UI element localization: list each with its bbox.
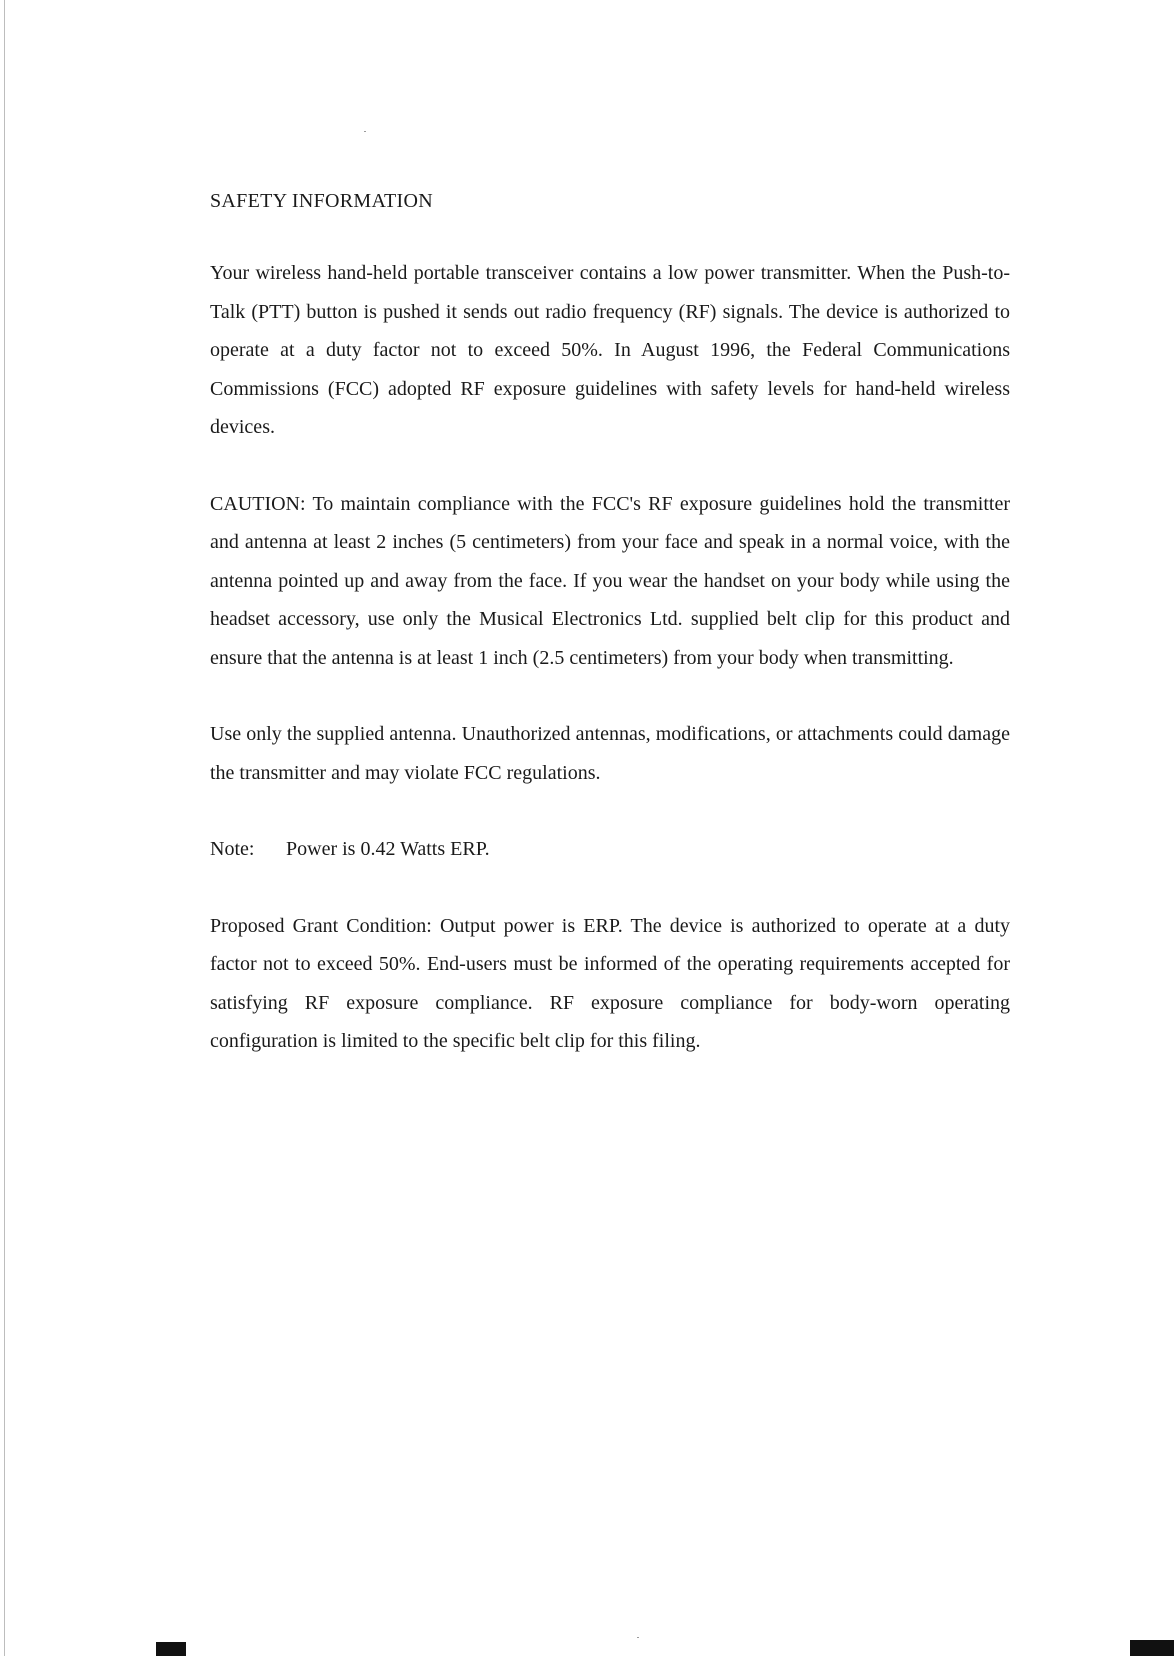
scan-speck-top [364,131,366,132]
registration-mark-left [156,1642,186,1656]
antenna-paragraph: Use only the supplied antenna. Unauthorized antennas, modifications, or attachments could damage the transmitter and may violate FCC regulations. [210,723,1010,784]
grant-condition-paragraph: Proposed Grant Condition: Output power is ERP. The device is authorized to operate at a duty factor not to exceed 50%. End-users must be informed of the operating requirements accepted for satisfying RF exposure compliance. RF exposure compliance for body-worn operating configuration is limited to the specific belt clip for this filing. [210,914,1010,1052]
scan-edge-line [4,0,5,1656]
note-text: Power is 0.42 Watts ERP. [286,838,490,860]
registration-mark-right [1130,1640,1174,1656]
intro-paragraph: Your wireless hand-held portable transceiver contains a low power transmitter. When the Push-to-Talk (PTT) button is pushed it sends out radio frequency (RF) signals. The device is authorized to operate at a duty factor not to exceed 50%. In August 1996, the Federal Communications Commissions (FCC) adopted RF exposure guidelines with safety levels for hand-held wireless devices. [210,262,1010,438]
note-label: Note: [210,838,255,860]
caution-paragraph: CAUTION: To maintain compliance with the FCC's RF exposure guidelines hold the transmitter and antenna at least 2 inches (5 centimeters) from your face and speak in a normal voice, with the antenna pointed up and away from the face. If you wear the handset on your body while using the headset accessory, use only the Musical Electronics Ltd. supplied belt clip for this product and ensure that the antenna is at least 1 inch (2.5 centimeters) from your body when transmitting. [210,492,1010,669]
scan-speck-bottom [637,1637,639,1638]
power-note [210,830,1010,869]
document-heading: SAFETY INFORMATION [210,190,434,212]
document-body [210,182,1010,1099]
